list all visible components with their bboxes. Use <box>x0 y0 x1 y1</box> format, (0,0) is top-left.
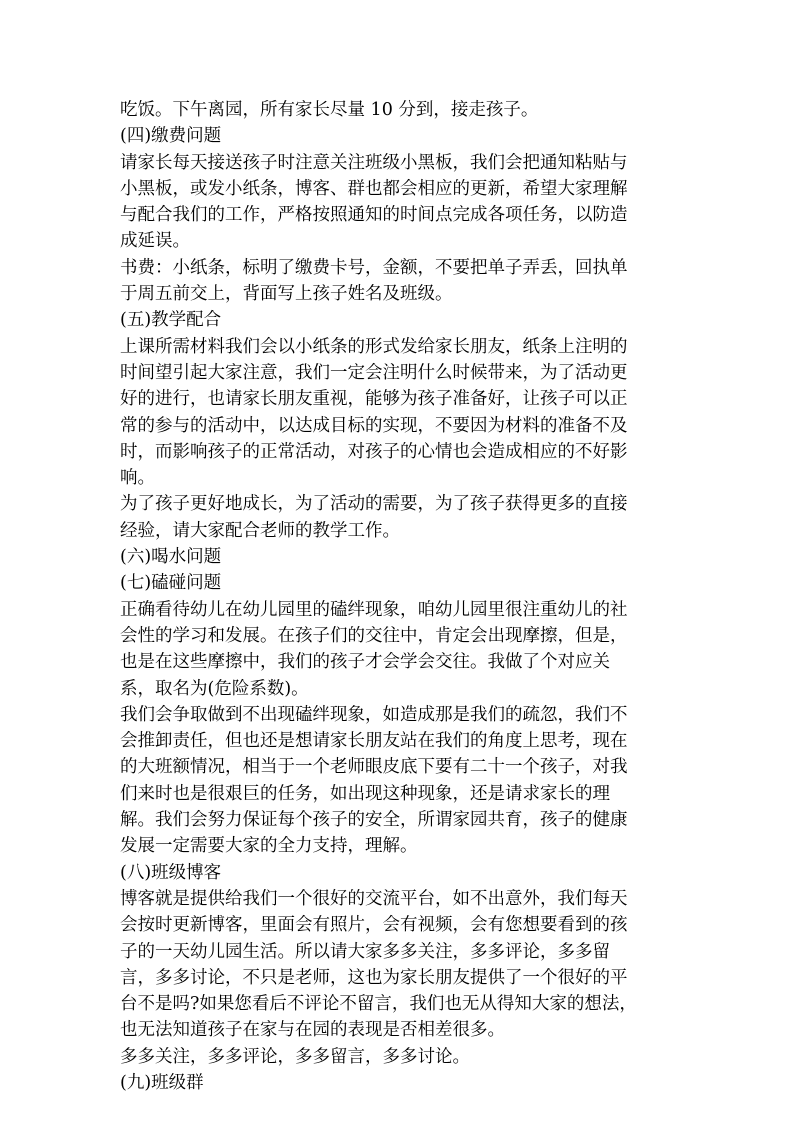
text-line: 小黑板，或发小纸条，博客、群也都会相应的更新，希望大家理解 <box>120 178 628 199</box>
text-line: 们来时也是很艰巨的任务，如出现这种现象，还是请求家长的理 <box>120 783 610 804</box>
text-line: 也无法知道孩子在家与在园的表现是否相差很多。 <box>120 1020 505 1041</box>
text-line: 博客就是提供给我们一个很好的交流平台，如不出意外，我们每天 <box>120 888 628 909</box>
text-line: 时，而影响孩子的正常活动，对孩子的心情也会造成相应的不好影 <box>120 441 628 462</box>
text-line: 多多关注，多多评论，多多留言，多多讨论。 <box>120 1046 470 1067</box>
text-line: 响。 <box>120 468 155 489</box>
text-line: 时间望引起大家注意，我们一定会注明什么时候带来，为了活动更 <box>120 362 628 383</box>
text-line: 我们会争取做到不出现磕绊现象，如造成那是我们的疏忽，我们不 <box>120 704 628 725</box>
text-line: 系，取名为(危险系数)。 <box>120 678 309 699</box>
text-line: 于周五前交上，背面写上孩子姓名及班级。 <box>120 284 453 305</box>
section-heading-class-blog: (八)班级博客 <box>120 862 222 883</box>
text-line: 会性的学习和发展。在孩子们的交往中，肯定会出现摩擦，但是， <box>120 625 628 646</box>
text-line: 的大班额情况，相当于一个老师眼皮底下要有二十一个孩子，对我 <box>120 757 628 778</box>
text-line: 正确看待幼儿在幼儿园里的磕绊现象，咱幼儿园里很注重幼儿的社 <box>120 599 628 620</box>
section-heading-drinking: (六)喝水问题 <box>120 547 222 568</box>
text-line: 好的进行，也请家长朋友重视，能够为孩子准备好，让孩子可以正 <box>120 389 628 410</box>
text-line: 经验，请大家配合老师的教学工作。 <box>120 520 400 541</box>
text-line: 书费：小纸条，标明了缴费卡号，金额，不要把单子弄丢，回执单 <box>120 257 628 278</box>
section-heading-bumps: (七)磕碰问题 <box>120 573 222 594</box>
text-line: 会推卸责任，但也还是想请家长朋友站在我们的角度上思考，现在 <box>120 731 628 752</box>
text-line: 台不是吗?如果您看后不评论不留言，我们也无从得知大家的想法， <box>120 994 637 1015</box>
text-line: 会按时更新博客，里面会有照片，会有视频，会有您想要看到的孩 <box>120 915 628 936</box>
text-line: 上课所需材料我们会以小纸条的形式发给家长朋友，纸条上注明的 <box>120 336 628 357</box>
text-line: 解。我们会努力保证每个孩子的安全，所谓家园共育，孩子的健康 <box>120 810 628 831</box>
text-line: 常的参与的活动中，以达成目标的实现，不要因为材料的准备不及 <box>120 415 628 436</box>
text-line: 请家长每天接送孩子时注意关注班级小黑板，我们会把通知粘贴与 <box>120 152 628 173</box>
text-line: 与配合我们的工作，严格按照通知的时间点完成各项任务，以防造 <box>120 205 628 226</box>
document-body <box>120 97 676 1096</box>
section-heading-class-group: (九)班级群 <box>120 1072 204 1093</box>
text-line: 也是在这些摩擦中，我们的孩子才会学会交往。我做了个对应关 <box>120 652 610 673</box>
text-line: 为了孩子更好地成长，为了活动的需要，为了孩子获得更多的直接 <box>120 494 628 515</box>
text-line: 言，多多讨论，不只是老师，这也为家长朋友提供了一个很好的平 <box>120 967 628 988</box>
section-heading-teaching: (五)教学配合 <box>120 310 222 331</box>
text-line: 子的一天幼儿园生活。所以请大家多多关注，多多评论，多多留 <box>120 941 610 962</box>
text-line: 发展一定需要大家的全力支持，理解。 <box>120 836 418 857</box>
section-heading-payment: (四)缴费问题 <box>120 126 222 147</box>
text-line: 吃饭。下午离园，所有家长尽量 10 分到，接走孩子。 <box>120 100 539 120</box>
text-line: 成延误。 <box>120 231 190 252</box>
